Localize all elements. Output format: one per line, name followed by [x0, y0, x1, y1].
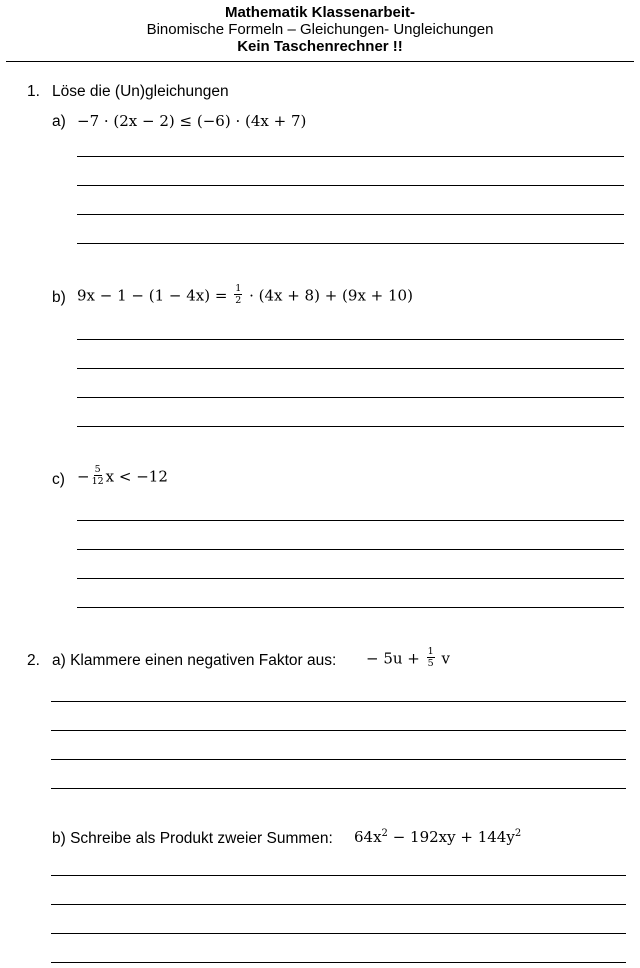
worksheet-header: [0, 4, 640, 55]
answer-line[interactable]: [77, 214, 624, 215]
task2b-instruction: b) Schreibe als Produkt zweier Summen:: [52, 830, 333, 847]
answer-line[interactable]: [51, 730, 626, 731]
task1b-expr-left: 9x − 1 − (1 − 4x) =: [77, 286, 228, 305]
answer-line[interactable]: [51, 904, 626, 905]
answer-line[interactable]: [77, 578, 624, 579]
task1a-expression: −7 · (2x − 2) ≤ (−6) · (4x + 7): [77, 112, 307, 130]
task1c-label: c): [52, 471, 65, 488]
answer-line[interactable]: [77, 397, 624, 398]
task1-instruction: Löse die (Un)gleichungen: [52, 83, 229, 100]
task2a-instruction: a) Klammere einen negativen Faktor aus:: [52, 652, 337, 669]
fraction-denominator: 12: [91, 476, 104, 487]
task2a-expr-right: v: [441, 649, 450, 668]
answer-line[interactable]: [77, 368, 624, 369]
exponent: 2: [381, 828, 388, 839]
answer-line[interactable]: [77, 549, 624, 550]
task1b-expr-right: · (4x + 8) + (9x + 10): [249, 286, 413, 305]
worksheet-title: Mathematik Klassenarbeit-: [224, 4, 416, 21]
task1c-expr-right: x < −12: [105, 467, 168, 486]
task1a-label: a): [52, 113, 66, 130]
answer-line[interactable]: [51, 701, 626, 702]
header-divider: [6, 61, 634, 62]
answer-line[interactable]: [77, 185, 624, 186]
task1b-fraction: [234, 283, 242, 306]
task1c-sign: −: [77, 467, 90, 486]
task1c-fraction: [92, 464, 104, 487]
answer-line[interactable]: [77, 607, 624, 608]
answer-line[interactable]: [51, 962, 626, 963]
task2b-expression: [354, 828, 521, 846]
fraction-denominator: 2: [235, 295, 242, 306]
answer-line[interactable]: [77, 156, 624, 157]
task2a-expression: [366, 648, 450, 671]
task1-number: 1.: [27, 83, 40, 100]
worksheet-subtitle: Binomische Formeln – Gleichungen- Ungleichungen: [146, 21, 494, 38]
task1b-label: b): [52, 289, 66, 306]
task2-number: 2.: [27, 652, 40, 669]
answer-line[interactable]: [51, 933, 626, 934]
answer-line[interactable]: [51, 759, 626, 760]
answer-line[interactable]: [77, 243, 624, 244]
answer-line[interactable]: [77, 339, 624, 340]
task1b-expression: [77, 285, 413, 308]
calculator-note: Kein Taschenrechner !!: [237, 38, 403, 55]
answer-line[interactable]: [77, 520, 624, 521]
task1c-expression: [77, 466, 168, 489]
fraction-numerator: 1: [235, 283, 242, 294]
task2b-term2: − 192xy + 144y: [387, 828, 515, 846]
task2b-term1: 64x: [354, 828, 382, 846]
fraction-numerator: 5: [94, 464, 101, 475]
answer-line[interactable]: [51, 875, 626, 876]
exponent: 2: [514, 828, 522, 839]
answer-line[interactable]: [51, 788, 626, 789]
answer-line[interactable]: [77, 426, 624, 427]
fraction-denominator: 5: [427, 658, 434, 669]
fraction-numerator: 1: [427, 646, 434, 657]
task2a-fraction: [427, 646, 435, 669]
task2a-expr-left: − 5u +: [366, 649, 420, 668]
